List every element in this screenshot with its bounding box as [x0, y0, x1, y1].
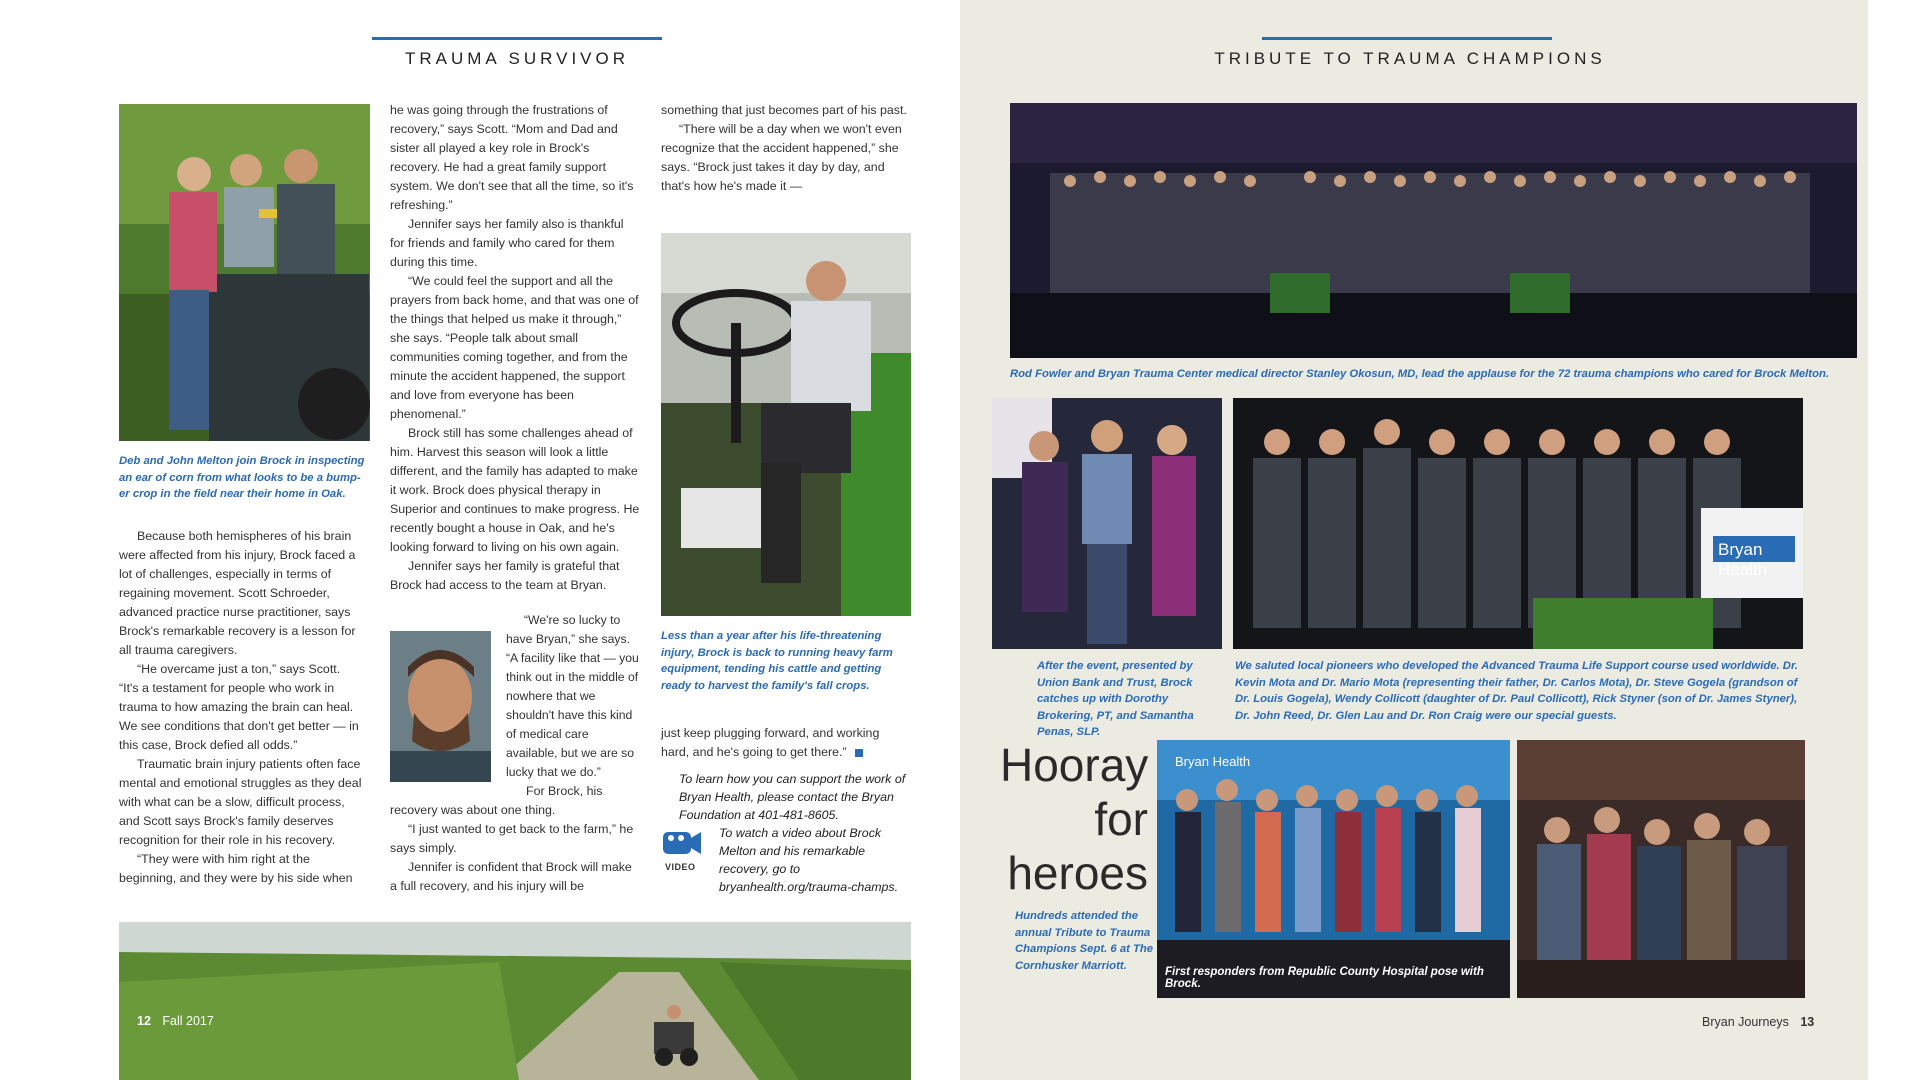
video-label: VIDEO [665, 862, 696, 872]
brock-portrait-photo [390, 631, 491, 782]
paragraph: Traumatic brain injury patients often face mental and emotional struggles as they deal with what can be a slow, difficult process, and Scott says Brock's family deserves recognition for their role in his recovery. [119, 757, 362, 847]
article-column-2 [390, 101, 640, 595]
paragraph: he was going through the frustrations of recovery,” says Scott. “Mom and Dad and sister all played a key role in Brock's recovery. He had a great family support system. We don't see that all the time, so it's refreshing.” [390, 103, 634, 212]
photo-caption-hooray: Hundreds attended the annual Tribute to Trauma Champions Sept. 6 at The Cornhusker Marriott. [1015, 910, 1154, 972]
paragraph: For Brock, his recovery was about one thing. [390, 784, 603, 817]
section-title: TRIBUTE TO TRAUMA CHAMPIONS [1214, 49, 1606, 68]
section-title: TRAUMA SURVIVOR [404, 49, 630, 68]
video-callout[interactable] [661, 826, 911, 896]
page-number: 12 [137, 1014, 151, 1028]
brock-tractor-photo [661, 233, 911, 616]
left-footer [137, 1014, 214, 1028]
paragraph: “I just wanted to get back to the farm,” he says simply. [390, 822, 634, 855]
article-column-2-end [390, 782, 640, 896]
photo-caption-pioneers: We saluted local pioneers who developed the Advanced Trauma Life Support course used worldwide. Dr. Kevin Mota and Dr. Mario Mota (representing their father, Dr. Carlos Mota), Dr. Steve Gogela (grandson of Dr. Louis Gogela), Wendy Collicott (daughter of Dr. Paul Collicott), Rick Styner (son of Dr. James Styner), Dr. John Reed, Dr. Glen Lau and Dr. Ron Craig were our special guests. [1235, 660, 1798, 722]
paragraph: “They were with him right at the beginning, and they were by his side when [119, 852, 353, 885]
section-rule [1262, 37, 1552, 40]
video-camera-icon[interactable] [661, 826, 703, 858]
paragraph: Brock still has some challenges ahead of him. Harvest this season will look a little different, and the family has adapted to make it work. Brock does physical therapy in Superior and continues to make progress. He recently bought a house in Oak, and he's looking forward to living on his own again. [390, 426, 640, 554]
article-column-3 [661, 101, 911, 196]
page-number: 13 [1800, 1015, 1815, 1029]
photo-caption-family: Deb and John Melton join Brock in inspecting an ear of corn from what looks to be a bump-er crop in the field near their home in Oak. [119, 455, 365, 500]
photo-caption-tractor: Less than a year after his life-threatening injury, Brock is back to running heavy farm equipment, tending his cattle and getting ready to harvest the family's fall crops. [661, 630, 893, 692]
hooray-line: Hooray [1000, 739, 1149, 791]
trauma-champions-group-photo [1010, 103, 1857, 358]
hooray-line: heroes [1007, 847, 1148, 899]
issue-label: Fall 2017 [162, 1014, 214, 1028]
paragraph: Jennifer is confident that Brock will make a full recovery, and his injury will be [390, 860, 632, 893]
right-page [960, 0, 1868, 1080]
corn-field-atv-photo [119, 922, 911, 1080]
paragraph: Jennifer says her family is grateful that Brock had access to the team at Bryan. [390, 559, 620, 592]
end-mark-icon [855, 749, 863, 757]
paragraph: something that just becomes part of his past. [661, 103, 907, 117]
paragraph: “He overcame just a ton,” says Scott. “It's a testament for people who work in trauma to how amazing the brain can heal. We see conditions that don't get better — in this case, Brock defied all odds.” [119, 662, 359, 752]
support-info: To learn how you can support the work of Bryan Health, please contact the Bryan Foundation at 401-481-8605. [679, 772, 906, 822]
first-responders-photo [1157, 740, 1510, 998]
paragraph: Jennifer says her family also is thankful for friends and family who cared for them during this time. [390, 217, 624, 269]
paragraph: just keep plugging forward, and working hard, and he's going to get there.” [661, 726, 880, 759]
article-column-1 [119, 527, 362, 888]
right-footer [1702, 1015, 1814, 1029]
video-link-text[interactable]: To watch a video about Brock Melton and his remarkable recovery, go to bryanhealth.org/trauma-champs. [719, 826, 899, 894]
audience-photo [1517, 740, 1805, 998]
bryan-health-logo-small: Bryan Health [1175, 754, 1251, 769]
trauma-pioneers-photo [1233, 398, 1803, 649]
brock-with-therapists-photo [992, 398, 1222, 649]
paragraph: “We're so lucky to have Bryan,” she says. “A facility like that — you think out in the middle of nowhere that we shouldn't have this kind of medical care available, but we are so lucky that we do.” [506, 613, 639, 779]
publication-title: Bryan Journeys [1702, 1015, 1789, 1029]
photo-caption-group: Rod Fowler and Bryan Trauma Center medical director Stanley Okosun, MD, lead the applause for the 72 trauma champions who cared for Brock Melton. [1010, 368, 1830, 380]
family-corn-photo [119, 104, 370, 441]
photo-caption-event: After the event, presented by Union Bank and Trust, Brock catches up with Dorothy Brokering, PT, and Samantha Penas, SLP. [1037, 660, 1194, 738]
photo-caption-responders: First responders from Republic County Hospital pose with Brock. [1165, 966, 1484, 990]
bryan-health-logo: Bryan Health [1718, 540, 1768, 579]
paragraph: Because both hemispheres of his brain were affected from his injury, Brock faced a lot of challenges, especially in terms of regaining movement. Scott Schroeder, advanced practice nurse practitioner, says Brock's remarkable recovery is a lesson for all trauma caregivers. [119, 529, 356, 657]
page-margin [1868, 0, 1920, 1080]
hooray-heading [1000, 738, 1148, 900]
section-rule [372, 37, 662, 40]
paragraph: “We could feel the support and all the prayers from back home, and that was one of the things that helped us make it through,” she says. “People talk about small communities coming together, and from the minute the accident happened, the support and love from everyone has been phenomenal.” [390, 274, 639, 421]
article-column-2-wrap [506, 611, 640, 782]
paragraph: “There will be a day when we won't even recognize that the accident happened,” she says. “Brock just takes it day by day, and that's how he's made it — [661, 122, 902, 193]
hooray-line: for [1094, 793, 1148, 845]
article-column-3-end [661, 724, 911, 762]
